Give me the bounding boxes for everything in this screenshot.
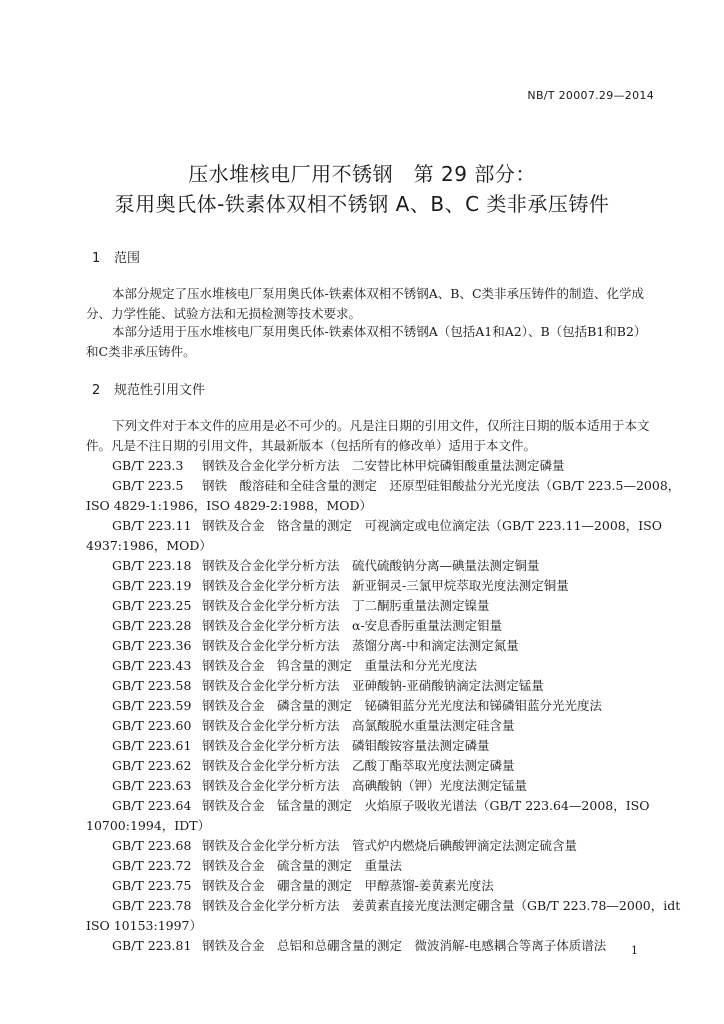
ref-item [112,696,602,714]
ref-title: 钢铁及合金化学分析方法 新亚铜灵-三氯甲烷萃取光度法测定铜量 [202,578,569,593]
ref-continuation: 4937:1986，MOD） [86,538,212,553]
s2-p1-line-b: 件。凡是不注日期的引用文件，其最新版本（包括所有的修改单）适用于本文件。 [86,438,537,453]
ref-code: GB/T 223.19 [112,578,192,593]
ref-title: 钢铁及合金 钨含量的测定 重量法和分光光度法 [202,658,478,673]
ref-code: GB/T 223.28 [112,618,192,633]
ref-item [112,796,650,814]
ref-code: GB/T 223.72 [112,858,192,873]
ref-item [112,596,490,614]
ref-code: GB/T 223.75 [112,878,192,893]
ref-item [112,736,490,754]
ref-item [112,476,680,494]
ref-code: GB/T 223.3 [112,458,184,473]
ref-code: GB/T 223.78 [112,898,192,913]
ref-item [112,896,680,914]
ref-title: 钢铁及合金化学分析方法 磷钼酸铵容量法测定磷量 [202,738,490,753]
ref-code: GB/T 223.11 [112,518,192,533]
ref-item [112,576,569,594]
section-2-heading [92,379,205,398]
ref-code: GB/T 223.63 [112,778,192,793]
ref-title: 钢铁及合金化学分析方法 蒸馏分离-中和滴定法测定氮量 [202,638,519,653]
ref-title: 钢铁及合金 锰含量的测定 火焰原子吸收光谱法（GB/T 223.64—2008，ISO [202,798,650,813]
ref-title: 钢铁及合金化学分析方法 姜黄素直接光度法测定硼含量（GB/T 223.78—2000，idt [202,898,681,913]
ref-code: GB/T 223.60 [112,718,192,733]
ref-title: 钢铁及合金化学分析方法 乙酸丁酯萃取光度法测定磷量 [202,758,515,773]
ref-title: 钢铁及合金 总铝和总硼含量的测定 微波消解-电感耦合等离子体质谱法 [202,938,607,953]
ref-code: GB/T 223.81 [112,938,192,953]
ref-code: GB/T 223.25 [112,598,192,613]
ref-item [112,616,502,634]
ref-continuation: ISO 10153:1997） [86,918,203,933]
ref-code: GB/T 223.43 [112,658,192,673]
ref-title: 钢铁及合金化学分析方法 管式炉内燃烧后碘酸钾滴定法测定硫含量 [202,838,578,853]
s1-p2-line-b: 和C类非承压铸件。 [86,344,196,359]
s1-p1-line-b: 分、力学性能、试验方法和无损检测等技术要求。 [86,306,362,321]
ref-code: GB/T 223.62 [112,758,192,773]
page-number: 1 [631,944,638,957]
ref-code: GB/T 223.59 [112,698,192,713]
ref-item [112,656,477,674]
ref-code: GB/T 223.36 [112,638,192,653]
section-2-paragraph-1 [86,416,656,456]
ref-item [112,876,494,894]
ref-code: GB/T 223.5 [112,478,184,493]
ref-code: GB/T 223.64 [112,798,192,813]
ref-item [112,716,515,734]
ref-code: GB/T 223.61 [112,738,192,753]
ref-title: 钢铁及合金 硼含量的测定 甲醇蒸馏-姜黄素光度法 [202,878,494,893]
section-1-paragraph-1 [86,284,656,324]
s2-p1-line-a: 下列文件对于本文件的应用是必不可少的。凡是注日期的引用文件，仅所注日期的版本适用于本文 [112,418,650,433]
ref-title: 钢铁 酸溶硅和全硅含量的测定 还原型硅钼酸盐分光光度法（GB/T 223.5—2008， [202,478,681,493]
ref-code: GB/T 223.58 [112,678,192,693]
ref-item [112,836,577,854]
ref-item [112,936,606,954]
section-2-title: 规范性引用文件 [114,383,206,398]
ref-continuation: 10700:1994，IDT） [86,818,211,833]
section-1-paragraph-2 [86,322,656,362]
section-1-number: 1 [92,251,101,266]
ref-item [112,776,527,794]
ref-title: 钢铁及合金化学分析方法 高碘酸钠（钾）光度法测定锰量 [202,778,528,793]
ref-item [112,676,544,694]
ref-code: GB/T 223.18 [112,558,192,573]
section-1-title: 范围 [114,251,141,266]
ref-item [112,516,662,534]
section-2-number: 2 [92,383,101,398]
ref-title: 钢铁及合金 铬含量的测定 可视滴定或电位滴定法（GB/T 223.11—2008，ISO [202,518,662,533]
ref-item [112,456,565,474]
title-line-2: 泵用奥氏体-铁素体双相不锈钢 A、B、C 类非承压铸件 [114,192,610,216]
ref-item [112,636,519,654]
ref-title: 钢铁及合金化学分析方法 α-安息香肟重量法测定钼量 [202,618,503,633]
ref-item [112,756,515,774]
ref-title: 钢铁及合金化学分析方法 二安替比林甲烷磷钼酸重量法测定磷量 [202,458,565,473]
ref-title: 钢铁及合金 磷含量的测定 铋磷钼蓝分光光度法和锑磷钼蓝分光光度法 [202,698,603,713]
title-line-1: 压水堆核电厂用不锈钢 第 29 部分： [188,162,536,186]
s1-p2-line-a: 本部分适用于压水堆核电厂泵用奥氏体-铁素体双相不锈钢A（包括A1和A2）、B（包括B1和B2） [112,324,647,339]
ref-code: GB/T 223.68 [112,838,192,853]
s1-p1-line-a: 本部分规定了压水堆核电厂泵用奥氏体-铁素体双相不锈钢A、B、C类非承压铸件的制造、化学成 [112,286,645,301]
section-1-heading [92,247,140,266]
ref-item [112,556,540,574]
ref-title: 钢铁及合金化学分析方法 硫代硫酸钠分离—碘量法测定铜量 [202,558,540,573]
ref-title: 钢铁及合金 硫含量的测定 重量法 [202,858,403,873]
ref-item [112,856,402,874]
ref-continuation: ISO 4829-1:1986，ISO 4829-2:1988，MOD） [86,498,373,513]
ref-title: 钢铁及合金化学分析方法 高氯酸脱水重量法测定硅含量 [202,718,515,733]
ref-title: 钢铁及合金化学分析方法 丁二酮肟重量法测定镍量 [202,598,490,613]
ref-title: 钢铁及合金化学分析方法 亚砷酸钠-亚硝酸钠滴定法测定锰量 [202,678,544,693]
standard-code: NB/T 20007.29—2014 [527,89,654,102]
